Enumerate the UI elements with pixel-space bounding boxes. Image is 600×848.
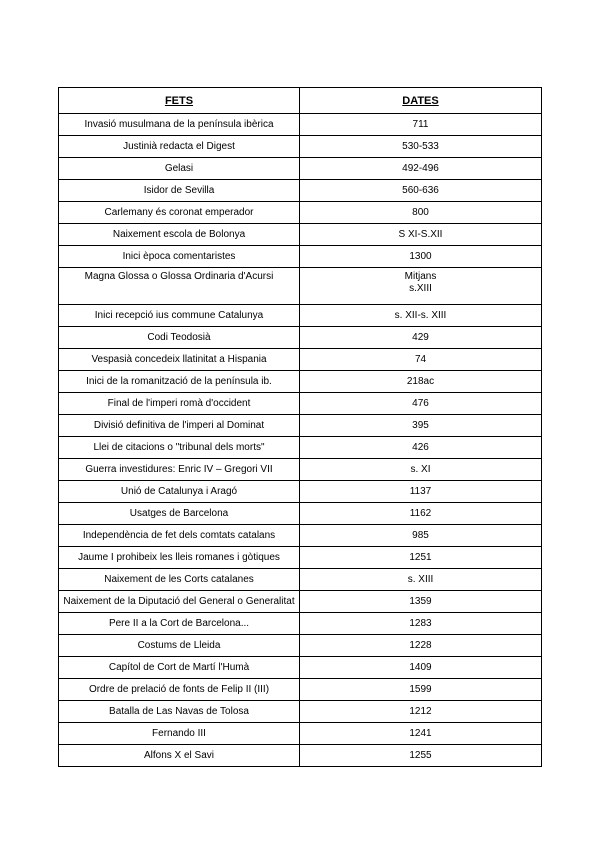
event-cell: Jaume I prohibeix les lleis romanes i gòtiques — [59, 547, 300, 569]
event-cell: Naixement de la Diputació del General o Generalitat — [59, 591, 300, 613]
table-row — [59, 158, 542, 180]
date-cell: s. XII-s. XIII — [300, 305, 542, 327]
date-cell: 1137 — [300, 481, 542, 503]
event-cell: Carlemany és coronat emperador — [59, 202, 300, 224]
date-cell: 530-533 — [300, 136, 542, 158]
event-cell: Inici de la romanització de la península ib. — [59, 371, 300, 393]
table-row — [59, 180, 542, 202]
table-row — [59, 327, 542, 349]
table-row — [59, 246, 542, 268]
date-cell: 218ac — [300, 371, 542, 393]
event-cell: Divisió definitiva de l'imperi al Dominat — [59, 415, 300, 437]
date-cell: 492-496 — [300, 158, 542, 180]
table-row — [59, 459, 542, 481]
event-cell: Invasió musulmana de la península ibèrica — [59, 114, 300, 136]
event-cell: Vespasià concedeix llatinitat a Hispania — [59, 349, 300, 371]
date-cell: 395 — [300, 415, 542, 437]
date-cell: 74 — [300, 349, 542, 371]
date-cell: 985 — [300, 525, 542, 547]
table-row — [59, 679, 542, 701]
event-cell: Naixement de les Corts catalanes — [59, 569, 300, 591]
table-row — [59, 525, 542, 547]
table-row — [59, 371, 542, 393]
table-row — [59, 547, 542, 569]
event-cell: Codi Teodosià — [59, 327, 300, 349]
event-cell: Capítol de Cort de Martí l'Humà — [59, 657, 300, 679]
table-row — [59, 657, 542, 679]
table-row — [59, 136, 542, 158]
table-row — [59, 305, 542, 327]
column-header-dates: DATES — [300, 88, 542, 114]
table-row — [59, 569, 542, 591]
date-cell: 1359 — [300, 591, 542, 613]
table-row — [59, 437, 542, 459]
event-cell: Guerra investidures: Enric IV – Gregori VII — [59, 459, 300, 481]
event-cell: Costums de Lleida — [59, 635, 300, 657]
date-cell: 1255 — [300, 745, 542, 767]
table-row — [59, 415, 542, 437]
table-row — [59, 202, 542, 224]
event-cell: Batalla de Las Navas de Tolosa — [59, 701, 300, 723]
table-row — [59, 591, 542, 613]
event-cell: Fernando III — [59, 723, 300, 745]
table-row — [59, 613, 542, 635]
table-row — [59, 349, 542, 371]
event-cell: Magna Glossa o Glossa Ordinaria d'Acursi — [59, 268, 300, 305]
date-cell: 1300 — [300, 246, 542, 268]
date-cell: 711 — [300, 114, 542, 136]
table-row — [59, 224, 542, 246]
events-dates-table — [58, 87, 542, 767]
date-cell: 476 — [300, 393, 542, 415]
date-cell: 800 — [300, 202, 542, 224]
date-cell: 1241 — [300, 723, 542, 745]
table-body — [59, 114, 542, 767]
date-cell: 1212 — [300, 701, 542, 723]
table-row — [59, 114, 542, 136]
date-cell: S XI-S.XII — [300, 224, 542, 246]
event-cell: Naixement escola de Bolonya — [59, 224, 300, 246]
date-cell: 1228 — [300, 635, 542, 657]
event-cell: Gelasi — [59, 158, 300, 180]
date-cell: 1283 — [300, 613, 542, 635]
event-cell: Inici època comentaristes — [59, 246, 300, 268]
date-cell: 1409 — [300, 657, 542, 679]
event-cell: Pere II a la Cort de Barcelona... — [59, 613, 300, 635]
event-cell: Justinià redacta el Digest — [59, 136, 300, 158]
event-cell: Isidor de Sevilla — [59, 180, 300, 202]
event-cell: Final de l'imperi romà d'occident — [59, 393, 300, 415]
table-header-row — [59, 88, 542, 114]
table-row — [59, 268, 542, 305]
table-row — [59, 481, 542, 503]
table-row — [59, 635, 542, 657]
date-cell: 1599 — [300, 679, 542, 701]
table-row — [59, 745, 542, 767]
date-cell: 1251 — [300, 547, 542, 569]
event-cell: Llei de citacions o "tribunal dels morts" — [59, 437, 300, 459]
date-cell: 426 — [300, 437, 542, 459]
table-row — [59, 393, 542, 415]
table-row — [59, 723, 542, 745]
table-row — [59, 503, 542, 525]
table-row — [59, 701, 542, 723]
event-cell: Inici recepció ius commune Catalunya — [59, 305, 300, 327]
date-cell: 560-636 — [300, 180, 542, 202]
date-cell: s. XI — [300, 459, 542, 481]
event-cell: Usatges de Barcelona — [59, 503, 300, 525]
event-cell: Independència de fet dels comtats catalans — [59, 525, 300, 547]
event-cell: Alfons X el Savi — [59, 745, 300, 767]
date-cell: s. XIII — [300, 569, 542, 591]
event-cell: Unió de Catalunya i Aragó — [59, 481, 300, 503]
date-cell: Mitjans s.XIII — [300, 268, 542, 305]
column-header-fets: FETS — [59, 88, 300, 114]
event-cell: Ordre de prelació de fonts de Felip II (III) — [59, 679, 300, 701]
date-cell: 1162 — [300, 503, 542, 525]
date-cell: 429 — [300, 327, 542, 349]
